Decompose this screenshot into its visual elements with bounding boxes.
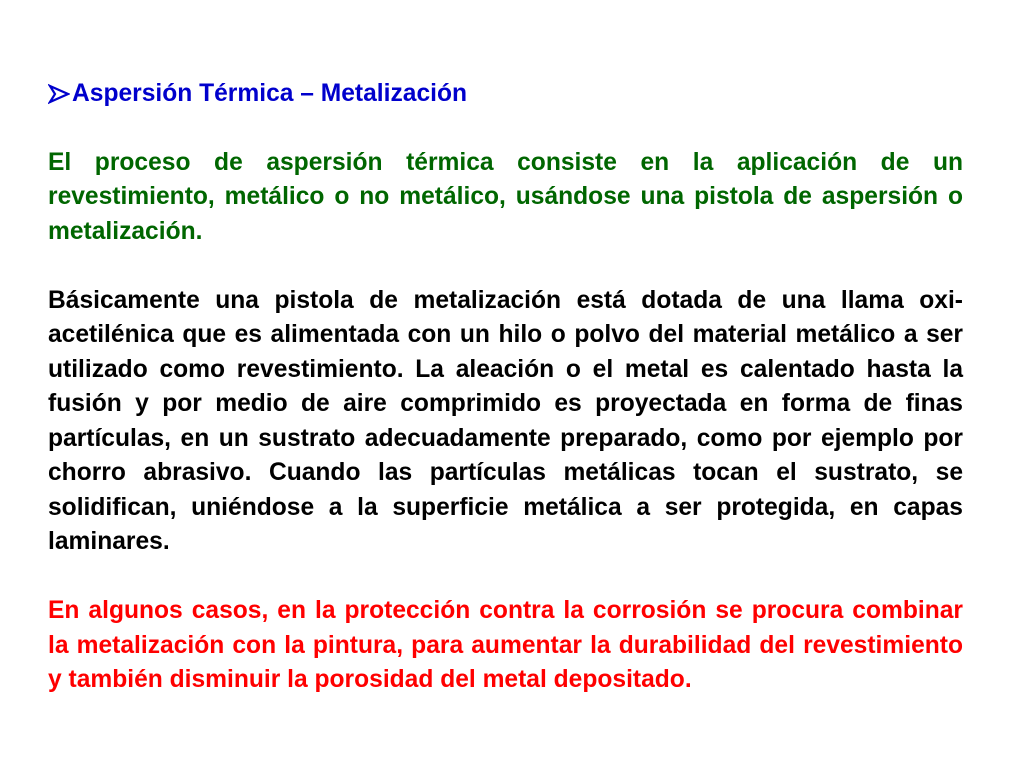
paragraph-note: En algunos casos, en la protección contra la corrosión se procura combinar la metalización con la pintura, para aumentar la durabilidad del revestimiento y también disminuir la porosidad del metal depositado.	[48, 597, 963, 693]
slide-content	[48, 77, 963, 732]
slide-heading	[48, 77, 963, 112]
paragraph-intro: El proceso de aspersión térmica consiste en la aplicación de un revestimiento, metálico o no metálico, usándose una pistola de aspersión o metalización.	[48, 148, 963, 245]
arrow-bullet-icon	[48, 77, 70, 111]
heading-title: Aspersión Térmica – Metalización	[72, 80, 468, 107]
paragraph-description: Básicamente una pistola de metalización está dotada de una llama oxi-acetilénica que es alimentada con un hilo o polvo del material metálico a ser utilizado como revestimiento. La aleación o el metal es calentado hasta la fusión y por medio de aire comprimido es proyectada en forma de finas partículas, en un sustrato adecuadamente preparado, como por ejemplo por chorro abrasivo. Cuando las partículas metálicas tocan el sustrato, se solidifican, uniéndose a la superficie metálica a ser protegida, en capas laminares.	[48, 286, 963, 555]
